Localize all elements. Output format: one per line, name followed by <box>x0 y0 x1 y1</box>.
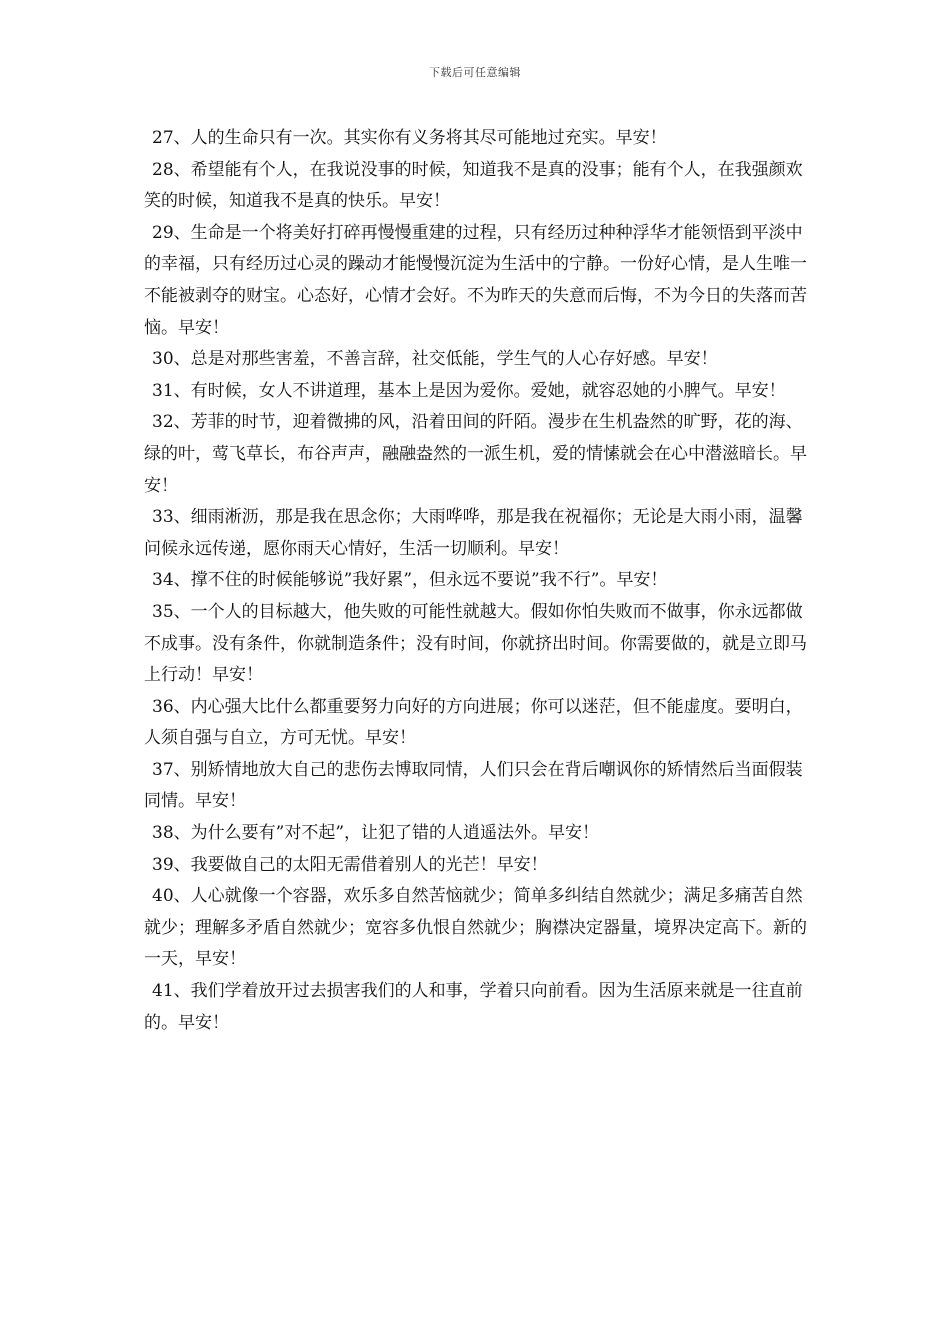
page-header-note: 下载后可任意编辑 <box>429 66 521 79</box>
list-item: 29、生命是一个将美好打碎再慢慢重建的过程，只有经历过种种浮华才能领悟到平淡中的幸福，只有经历过心灵的躁动才能慢慢沉淀为生活中的宁静。一份好心情，是人生唯一不能被剥夺的财宝。心态好，心情才会好。不为昨天的失意而后悔，不为今日的失落而苦恼。早安！ <box>144 222 807 338</box>
list-item: 39、我要做自己的太阳无需借着别人的光芒！早安！ <box>152 854 548 875</box>
list-item: 41、我们学着放开过去损害我们的人和事，学着只向前看。因为生活原来就是一往直前的。早安！ <box>144 981 803 1033</box>
list-item: 31、有时候，女人不讲道理，基本上是因为爱你。爱她，就容忍她的小脾气。早安！ <box>152 380 786 401</box>
list-item: 27、人的生命只有一次。其实你有义务将其尽可能地过充实。早安！ <box>152 128 667 148</box>
list-item: 33、细雨淅沥，那是我在思念你；大雨哗哗，那是我在祝福你；无论是大雨小雨，温馨问候永远传递，愿你雨天心情好，生活一切顺利。早安！ <box>144 507 803 559</box>
document-body <box>144 123 808 1039</box>
list-item: 37、别矫情地放大自己的悲伤去博取同情，人们只会在背后嘲讽你的矫情然后当面假装同情。早安！ <box>144 759 803 812</box>
list-item: 38、为什么要有”对不起”，让犯了错的人逍遥法外。早安！ <box>152 823 600 844</box>
list-item: 32、芳菲的时节，迎着微拂的风，沿着田间的阡陌。漫步在生机盎然的旷野，花的海、绿的叶，莺飞草长，布谷声声，融融盎然的一派生机，爱的情愫就会在心中潜滋暗长。早安！ <box>144 412 807 496</box>
list-item: 28、希望能有个人，在我说没事的时候，知道我不是真的没事；能有个人，在我强颜欢笑的时候，知道我不是真的快乐。早安！ <box>144 159 803 212</box>
list-item: 36、内心强大比什么都重要努力向好的方向进展；你可以迷茫，但不能虚度。要明白，人须自强与自立，方可无忧。早安！ <box>144 696 803 749</box>
list-item: 40、人心就像一个容器，欢乐多自然苦恼就少；简单多纠结自然就少；满足多痛苦自然就少；理解多矛盾自然就少；宽容多仇恨自然就少；胸襟决定器量，境界决定高下。新的一天，早安！ <box>144 886 807 970</box>
list-item: 34、撑不住的时候能够说”我好累”，但永远不要说”我不行”。早安！ <box>152 570 668 591</box>
list-item: 35、一个人的目标越大，他失败的可能性就越大。假如你怕失败而不做事，你永远都做不成事。没有条件，你就制造条件；没有时间，你就挤出时间。你需要做的，就是立即马上行动！早安！ <box>144 601 807 686</box>
list-item: 30、总是对那些害羞，不善言辞，社交低能，学生气的人心存好感。早安！ <box>152 349 718 370</box>
